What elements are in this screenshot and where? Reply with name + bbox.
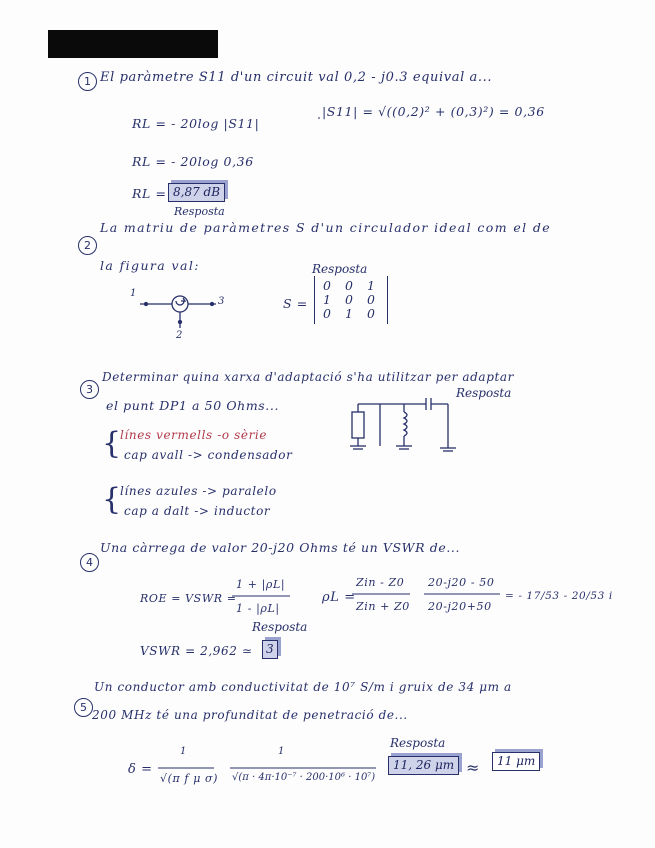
q2-answer-label: Resposta (312, 262, 368, 276)
matrix-cell: 0 (345, 278, 354, 293)
q3-brace-1: { (102, 426, 122, 461)
question-2-line-1: La matriu de paràmetres S d'un circulador ideal com el de (100, 220, 552, 235)
q4-rho-denominator-1: Zin + Z0 (356, 600, 410, 613)
q5-answer-box: 11, 26 μm (388, 756, 459, 775)
matrix-cell: 0 (323, 278, 332, 293)
q1-rl-step: RL = - 20log 0,36 (132, 154, 254, 169)
q1-s11-calc: |S11| = √((0,2)² + (0,3)²) = 0,36 (322, 104, 545, 119)
q1-answer-box: 8,87 dB (168, 183, 225, 202)
q5-denominator-2: √(π · 4π·10⁻⁷ · 200·10⁶ · 10⁷) (232, 772, 376, 783)
q4-rho-result: = - 17/53 - 20/53 i (505, 590, 613, 602)
q4-vswr-result: VSWR = 2,962 ≃ (140, 644, 253, 658)
q3-blue-lines-note: línes azules -> paralelo (120, 484, 277, 498)
matrix-cell: 1 (345, 306, 354, 321)
q3-cap-up-note: cap a dalt -> inductor (124, 504, 271, 518)
q2-matrix-prefix: S = (283, 296, 308, 311)
matrix-cell: 0 (367, 292, 376, 307)
question-2-line-2: la figura val: (100, 258, 200, 273)
q5-rounded-answer-box: 11 μm (492, 752, 540, 771)
matrix-cell: 1 (323, 292, 332, 307)
q3-answer-label: Resposta (456, 386, 512, 400)
question-5-line-2: 200 MHz té una profunditat de penetració de... (92, 708, 408, 722)
q3-cap-down-note: cap avall -> condensador (124, 448, 293, 462)
q4-rho-symbol: ρL = (322, 590, 356, 605)
question-1-text: El paràmetre S11 d'un circuit val 0,2 - j0.3 equival a... (100, 70, 493, 85)
q4-roe-formula: ROE = VSWR = (140, 592, 237, 605)
question-3-line-2: el punt DP1 a 50 Ohms... (106, 398, 280, 413)
q5-numerator-1: 1 (180, 746, 187, 757)
circulator-diagram (140, 296, 216, 328)
matrix-cell: 0 (323, 306, 332, 321)
question-number-2: 2 (78, 236, 97, 255)
q5-delta: δ = (128, 762, 153, 777)
matching-network-diagram (350, 398, 456, 451)
q5-answer-label: Resposta (390, 736, 446, 750)
q1-rl-formula: RL = - 20log |S11| (132, 116, 260, 131)
q4-rho-numerator-2: 20-j20 - 50 (428, 576, 495, 589)
question-5-line-1: Un conductor amb conductivitat de 10⁷ S/m i gruix de 34 μm a (94, 680, 512, 694)
q5-denominator-1: √(π f μ σ) (160, 772, 219, 785)
question-4-text: Una càrrega de valor 20-j20 Ohms té un VSWR de... (100, 540, 461, 555)
q5-approx: ≈ (466, 758, 481, 777)
q4-answer-box: 3 (262, 640, 278, 659)
question-number-4: 4 (80, 553, 99, 572)
circulator-port-3: 3 (218, 296, 225, 307)
q4-roe-denominator: 1 - |ρL| (236, 602, 280, 615)
circulator-port-1: 1 (130, 288, 137, 299)
q4-roe-numerator: 1 + |ρL| (236, 578, 286, 591)
matrix-cell: 0 (367, 306, 376, 321)
matrix-cell: 0 (345, 292, 354, 307)
circulator-port-2: 2 (176, 330, 183, 341)
question-number-3: 3 (80, 380, 99, 399)
q1-answer-label: Resposta (174, 205, 225, 218)
q3-brace-2: { (102, 482, 122, 517)
question-number-1: 1 (78, 72, 97, 91)
q3-red-lines-note: línes vermells -o sèrie (120, 428, 268, 442)
matrix-cell: 1 (367, 278, 376, 293)
q4-rho-numerator-1: Zin - Z0 (356, 576, 405, 589)
q4-rho-denominator-2: 20-j20+50 (428, 600, 492, 613)
q5-numerator-2: 1 (278, 746, 285, 757)
question-3-line-1: Determinar quina xarxa d'adaptació s'ha utilitzar per adaptar (102, 370, 514, 384)
q1-rl-result-prefix: RL = (132, 186, 167, 201)
q4-answer-label: Resposta (252, 620, 308, 634)
question-number-5: 5 (74, 698, 93, 717)
